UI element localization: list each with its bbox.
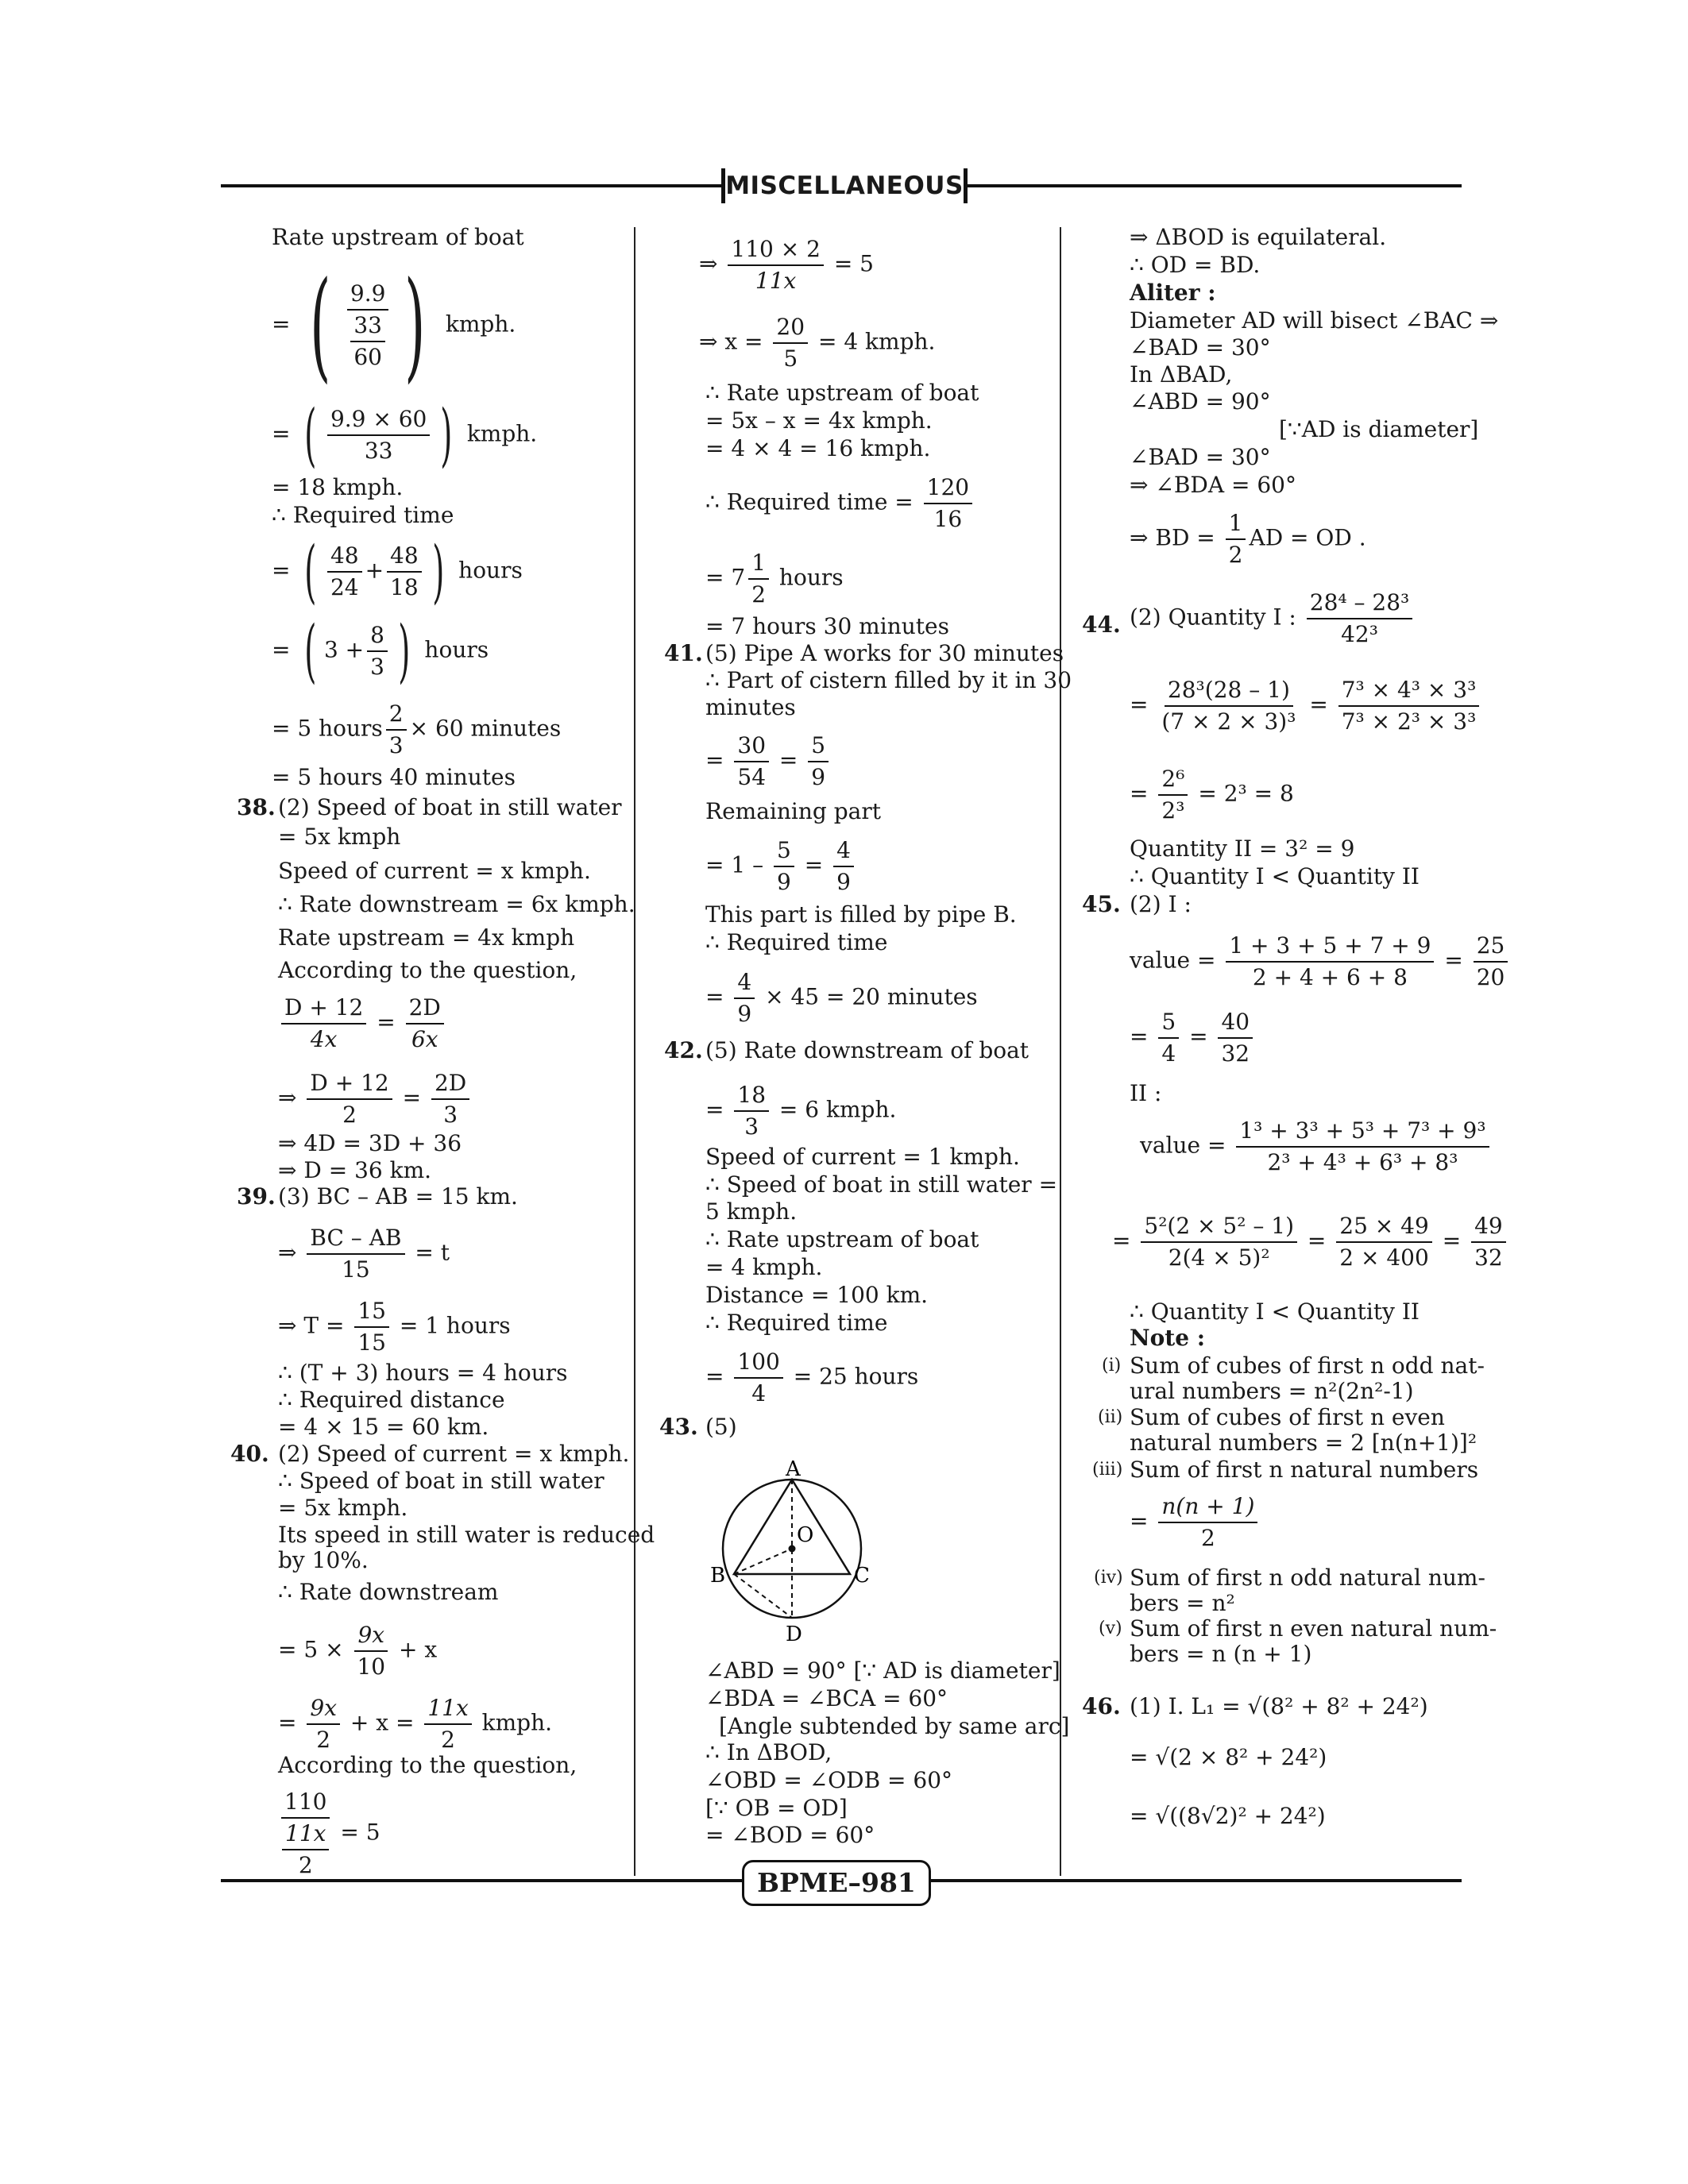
term: = 6 kmph.: [778, 1096, 897, 1123]
text-line: ⇒ ΔBOD is equilateral.: [1130, 224, 1387, 250]
term: value =: [1130, 947, 1216, 974]
denominator: 2³ + 4³ + 6³ + 8³: [1267, 1149, 1458, 1175]
denominator: 32: [1221, 1040, 1250, 1067]
text-line: by 10%.: [278, 1547, 369, 1573]
text-line: Speed of current = 1 kmph.: [705, 1144, 1020, 1170]
formula: = 1 – $\frac{5}{9}$ = $\frac{4}{9}$: [705, 835, 857, 897]
note-key: (v): [1099, 1619, 1122, 1638]
formula: [278, 1620, 437, 1682]
formula: = $\frac{9x}{2}$ + x = $\frac{11x}{2}$ kmph.: [278, 1693, 552, 1755]
note-text: Sum of first n natural numbers: [1130, 1457, 1479, 1483]
text-line: = 5x – x = 4x kmph.: [705, 407, 933, 434]
note-text: Sum of first n odd natural num-: [1130, 1565, 1485, 1591]
column-divider-2: [1060, 227, 1061, 1876]
vertex-label-c: C: [854, 1564, 870, 1588]
denominator: 20: [1476, 964, 1505, 990]
text-line: Rate upstream = 4x kmph: [278, 924, 575, 951]
note-text: Sum of first n even natural num-: [1130, 1615, 1497, 1642]
numerator: 20: [773, 312, 808, 344]
text-line: ⇒ D = 36 km.: [278, 1157, 432, 1183]
text-line: Remaining part: [705, 798, 881, 824]
denominator: 6x: [411, 1026, 438, 1052]
formula: $\frac{D + 12}{4x}$ = $\frac{2D}{6x}$: [278, 993, 447, 1055]
term: = 5 ×: [278, 1636, 344, 1663]
frac-part: 60: [353, 344, 382, 370]
term: = 25 hours: [793, 1363, 919, 1390]
text-line: II :: [1130, 1080, 1162, 1106]
term: × 45 = 20 minutes: [765, 983, 978, 1010]
numerator: 11x: [424, 1693, 471, 1725]
denominator: 9: [737, 1001, 752, 1027]
denominator: 3: [388, 732, 404, 758]
denominator: 2: [1228, 542, 1243, 568]
text-line: ∠BDA = ∠BCA = 60°: [705, 1685, 948, 1711]
denominator: 3: [370, 654, 384, 680]
formula: [1130, 508, 1366, 570]
formula: = ( 3 + $\frac{8}{3}$ ) hours: [272, 612, 489, 691]
vertex-label-b: B: [710, 1564, 726, 1588]
text-line: ∴ Part of cistern filled by it in 30: [705, 667, 1072, 693]
text-line: (2) I :: [1130, 891, 1192, 917]
denominator: 54: [737, 764, 767, 790]
numerator: 1: [1226, 508, 1246, 540]
text-line: [∵AD is diameter]: [1279, 416, 1479, 442]
numerator: 1: [748, 548, 769, 580]
denominator: 2: [1200, 1525, 1215, 1551]
text-line: = 5x kmph: [278, 824, 401, 850]
text-line: ∴ Rate downstream: [278, 1579, 499, 1605]
vertex-label-d: D: [786, 1623, 802, 1644]
note-text: Sum of cubes of first n even: [1130, 1404, 1445, 1430]
term: + x: [399, 1636, 438, 1663]
numerator: D + 12: [307, 1068, 392, 1100]
question-number: 42.: [664, 1037, 703, 1063]
term: AD = OD .: [1249, 524, 1366, 551]
denominator: 4: [1161, 1040, 1176, 1067]
numerator: 15: [354, 1296, 389, 1328]
text-line: ∴ Required time: [272, 502, 454, 528]
numerator: 28³(28 – 1): [1165, 675, 1293, 707]
text-line: ∴ Quantity I < Quantity II: [1130, 1298, 1420, 1325]
text-line: [Angle subtended by same arc]: [719, 1713, 1070, 1739]
text-line: Distance = 100 km.: [705, 1282, 929, 1308]
text-line: minutes: [705, 694, 796, 720]
formula: (1) I. L₁ = √(8² + 8² + 24²): [1130, 1693, 1428, 1719]
text-line: This part is filled by pipe B.: [705, 901, 1017, 928]
text-line: Rate upstream of boat: [272, 224, 524, 250]
term: = 2³ = 8: [1198, 780, 1294, 807]
denominator: 11x: [755, 268, 797, 294]
denominator: 5: [783, 345, 798, 372]
denominator: 9: [836, 869, 851, 895]
text-line: [∵ OB = OD]: [705, 1795, 848, 1821]
question-number: 46.: [1082, 1693, 1121, 1719]
text-line: ∴ Speed of boat in still water: [278, 1468, 605, 1494]
denominator: 33: [364, 438, 393, 464]
term: (2) Quantity I :: [1130, 604, 1296, 631]
formula: = √((8√2)² + 24²): [1130, 1803, 1326, 1829]
numerator: 1³ + 3³ + 5³ + 7³ + 9³: [1236, 1116, 1489, 1148]
term: ⇒ T =: [278, 1312, 345, 1339]
denominator: (7 × 2 × 3)³: [1161, 708, 1296, 735]
formula: = $\frac{18}{3}$ = 6 kmph.: [705, 1080, 896, 1142]
text-line: Speed of current = x kmph.: [278, 858, 591, 884]
formula: [278, 1296, 511, 1358]
numerator: 5: [808, 731, 829, 762]
formula: [272, 699, 561, 761]
text-line: ∠ABD = 90° [∵ AD is diameter]: [705, 1657, 1060, 1684]
formula: = ( 9.9 33 60 ) kmph.: [272, 257, 516, 395]
formula: [699, 312, 935, 374]
text-line: = 4 kmph.: [705, 1254, 823, 1280]
text-line: = 5 hours 40 minutes: [272, 764, 516, 790]
question-number: 44.: [1082, 612, 1121, 638]
text-line: In ΔBAD,: [1130, 361, 1233, 388]
numerator: 48: [387, 541, 422, 573]
term: ∴ Required time =: [705, 488, 914, 515]
text-line: ∴ OD = BD.: [1130, 252, 1261, 278]
numerator: 49: [1471, 1211, 1506, 1243]
formula: = $\frac{100}{4}$ = 25 hours: [705, 1347, 918, 1409]
term: = 5: [340, 1819, 380, 1846]
denominator: 2 + 4 + 6 + 8: [1252, 964, 1408, 990]
numerator: 2D: [431, 1068, 469, 1100]
text-line: Quantity II = 3² = 9: [1130, 835, 1355, 862]
note-key: (i): [1102, 1356, 1122, 1376]
numerator: 18: [734, 1080, 769, 1112]
unit: kmph.: [466, 420, 538, 447]
denominator: 3: [443, 1102, 458, 1128]
term: = 1 hours: [399, 1312, 511, 1339]
text-line: = 4 × 15 = 60 km.: [278, 1414, 489, 1440]
numerator: 8: [367, 620, 388, 652]
note-text: Sum of cubes of first n odd nat-: [1130, 1352, 1485, 1379]
numerator: 30: [734, 731, 769, 762]
center-label-o: O: [797, 1523, 814, 1547]
formula: = $\frac{n(n + 1)}{2}$: [1130, 1491, 1261, 1553]
denominator: 32: [1474, 1244, 1503, 1271]
text-line: ∠BAD = 30°: [1130, 334, 1271, 361]
note-key: (iii): [1092, 1460, 1123, 1480]
text-line: ⇒ 4D = 3D + 36: [278, 1130, 462, 1156]
question-number: 41.: [664, 640, 703, 666]
frac-part: 9.9: [347, 279, 389, 311]
numerator: 28⁴ – 28³: [1307, 588, 1413, 619]
note-key: (iv): [1094, 1568, 1123, 1588]
formula: ⇒ $\frac{110 \times 2}{11x}$ = 5: [699, 234, 874, 296]
note-text: ural numbers = n²(2n²-1): [1130, 1378, 1414, 1404]
numerator: 9.9 × 60: [327, 404, 430, 436]
question-number: 39.: [237, 1183, 276, 1210]
denominator: 15: [357, 1329, 386, 1356]
denominator: 15: [342, 1256, 370, 1283]
text-line: 5 kmph.: [705, 1198, 798, 1225]
question-number: 40.: [230, 1441, 269, 1467]
term: = 1 –: [705, 851, 764, 878]
term: × 60 minutes: [409, 715, 562, 742]
text-line: = ∠BOD = 60°: [705, 1822, 875, 1848]
text-line: According to the question,: [278, 957, 577, 983]
formula: [705, 473, 975, 534]
numerator: 4: [734, 967, 755, 999]
numerator: 25: [1474, 931, 1508, 963]
text-line: ∠ABD = 90°: [1130, 388, 1271, 415]
denominator: 2: [342, 1102, 357, 1128]
note-key: (ii): [1098, 1407, 1123, 1427]
text-line: ∴ Rate upstream of boat: [705, 380, 979, 406]
denominator: 9: [776, 869, 791, 895]
question-number: 43.: [659, 1414, 698, 1440]
numerator: 5²(2 × 5² – 1): [1141, 1211, 1297, 1243]
text-line: = 7 hours 30 minutes: [705, 613, 949, 639]
numerator: n(n + 1): [1158, 1491, 1257, 1523]
formula: = ( $\frac{48}{24}$ + $\frac{48}{18}$ ) hours: [272, 532, 523, 612]
section-heading: Note :: [1130, 1325, 1206, 1351]
unit: kmph.: [445, 311, 516, 338]
term: = 4 kmph.: [817, 328, 936, 355]
numerator: 2⁶: [1158, 764, 1188, 796]
formula: = $\frac{\text{28³(28 – 1)}}{\text{(7 × 2 × 3)³}}$ = $\frac{\text{7³ × 4³ × 3³}}{\text{7³ × 2³ × 3³}}$: [1130, 675, 1482, 737]
text-line: (2) Speed of current = x kmph.: [278, 1441, 630, 1467]
frac-part: 2: [298, 1852, 313, 1878]
text-line: ∴ Rate downstream = 6x kmph.: [278, 891, 635, 917]
numerator: 100: [734, 1347, 782, 1379]
text-line: According to the question,: [278, 1752, 577, 1778]
text-line: ∴ Required time: [705, 1310, 888, 1336]
text-line: ∴ (T + 3) hours = 4 hours: [278, 1360, 568, 1386]
term: = 7: [705, 564, 746, 591]
term: = t: [415, 1239, 450, 1266]
text-line: = 18 kmph.: [272, 474, 404, 500]
denominator: 4: [751, 1380, 767, 1406]
denominator: 7³ × 2³ × 3³: [1341, 708, 1477, 735]
numerator: 110 × 2: [728, 234, 824, 266]
formula: = $\frac{30}{54}$ = $\frac{5}{9}$: [705, 731, 832, 793]
formula: [1130, 588, 1416, 650]
numerator: 48: [327, 541, 362, 573]
column-divider-1: [634, 227, 635, 1876]
formula: [278, 1787, 380, 1881]
text-line: ∴ Speed of boat in still water =: [705, 1171, 1058, 1198]
term: 3 +: [323, 636, 365, 663]
question-number: 38.: [237, 794, 276, 820]
denominator: 2³: [1161, 797, 1185, 824]
denominator: 24: [330, 574, 359, 600]
term: hours: [778, 564, 844, 591]
denominator: 2(4 × 5)²: [1168, 1244, 1270, 1271]
text-line: = 5x kmph.: [278, 1495, 408, 1521]
vertex-label-a: A: [786, 1457, 801, 1481]
formula: = √(2 × 8² + 24²): [1130, 1744, 1327, 1770]
numerator: 120: [924, 473, 972, 504]
denominator: 10: [357, 1653, 386, 1680]
numerator: 1 + 3 + 5 + 7 + 9: [1226, 931, 1434, 963]
question-number: 45.: [1082, 891, 1121, 917]
note-text: natural numbers = 2 [n(n+1)]²: [1130, 1430, 1477, 1456]
numerator: 25 × 49: [1336, 1211, 1432, 1243]
formula: = ( $\frac{9.9 \times 60}{33}$ ) kmph.: [272, 396, 538, 475]
section-heading: Aliter :: [1130, 280, 1216, 306]
frac-part: 33: [350, 311, 385, 342]
denominator: 2: [441, 1727, 455, 1753]
note-text: bers = n²: [1130, 1590, 1235, 1616]
numerator: 2D: [406, 993, 444, 1024]
unit: kmph.: [481, 1709, 553, 1736]
numerator: 4: [833, 835, 854, 867]
numerator: BC – AB: [307, 1223, 404, 1255]
denominator: 18: [390, 574, 419, 600]
page-number-badge: BPME–981: [742, 1860, 931, 1906]
term: ⇒ x =: [699, 328, 763, 355]
denominator: 4x: [310, 1026, 338, 1052]
denominator: 9: [811, 764, 826, 790]
text-line: ∴ Required time: [705, 929, 888, 955]
numerator: 7³ × 4³ × 3³: [1338, 675, 1480, 707]
text-line: ∴ Rate upstream of boat: [705, 1226, 979, 1252]
numerator: 9x: [307, 1693, 340, 1725]
term: = 5 hours: [272, 715, 383, 742]
text-line: ∴ In ΔBOD,: [705, 1739, 832, 1765]
formula: ⇒ $\frac{D + 12}{2}$ = $\frac{2D}{3}$: [278, 1068, 473, 1130]
denominator: 2 × 400: [1339, 1244, 1429, 1271]
text-line: (5): [705, 1414, 737, 1440]
text-line: ∴ Quantity I < Quantity II: [1130, 863, 1420, 889]
text-line: ∠OBD = ∠ODB = 60°: [705, 1767, 953, 1793]
formula: ⇒ $\frac{BC - AB}{15}$ = t: [278, 1223, 450, 1285]
numerator: 2: [386, 699, 407, 731]
formula: = $\frac{\text{5²(2 × 5² – 1)}}{\text{2(4 × 5)²}}$ = $\frac{25 \times 49}{2 \times 400}$ = $\frac{49}{32}$: [1112, 1211, 1509, 1273]
denominator: 2: [316, 1727, 331, 1753]
text-line: ⇒ ∠BDA = 60°: [1130, 472, 1296, 498]
numerator: 40: [1218, 1007, 1253, 1039]
text-line: Its speed in still water is reduced: [278, 1522, 655, 1548]
numerator: 5: [1158, 1007, 1179, 1039]
text-line: ∠BAD = 30°: [1130, 444, 1271, 470]
footer-rule-left: [221, 1879, 742, 1882]
formula: value = $\frac{1 + 3 + 5 + 7 + 9}{2 + 4 + 6 + 8}$ = $\frac{25}{20}$: [1130, 931, 1511, 993]
unit: hours: [424, 636, 489, 663]
note-text: bers = n (n + 1): [1130, 1641, 1312, 1667]
text-line: (5) Pipe A works for 30 minutes: [705, 640, 1064, 666]
denominator: 3: [744, 1113, 759, 1140]
text-line: ∴ Required distance: [278, 1387, 505, 1413]
text-line: (5) Rate downstream of boat: [705, 1037, 1029, 1063]
page-header: MISCELLANEOUS: [721, 168, 968, 203]
header-rule-left: [221, 184, 721, 187]
header-rule-right: [968, 184, 1462, 187]
text-line: (3) BC – AB = 15 km.: [278, 1183, 518, 1210]
unit: hours: [458, 557, 523, 584]
numerator: 5: [774, 835, 794, 867]
denominator: 2: [751, 581, 767, 608]
term: ⇒ BD =: [1130, 524, 1215, 551]
formula: = $\frac{\text{2⁶}}{\text{2³}}$ = 2³ = 8: [1130, 764, 1294, 826]
footer-rule-right: [931, 1879, 1462, 1882]
circle-triangle-figure: [707, 1453, 882, 1644]
text-line: (2) Speed of boat in still water: [278, 794, 622, 820]
denominator: 42³: [1341, 621, 1378, 647]
formula: = $\frac{5}{4}$ = $\frac{40}{32}$: [1130, 1007, 1256, 1069]
formula: [705, 548, 844, 610]
frac-part: 11x: [282, 1819, 329, 1850]
formula: [1140, 1116, 1493, 1178]
formula: = $\frac{4}{9}$ × 45 = 20 minutes: [705, 967, 978, 1029]
term: = 5: [833, 250, 874, 277]
numerator: D + 12: [281, 993, 366, 1024]
denominator: 16: [933, 506, 963, 532]
term: value =: [1140, 1132, 1226, 1159]
frac-part: 110: [281, 1787, 330, 1819]
term: + x =: [350, 1709, 415, 1736]
text-line: = 4 × 4 = 16 kmph.: [705, 435, 931, 461]
text-line: Diameter AD will bisect ∠BAC ⇒: [1130, 307, 1499, 334]
numerator: 9x: [354, 1620, 388, 1652]
